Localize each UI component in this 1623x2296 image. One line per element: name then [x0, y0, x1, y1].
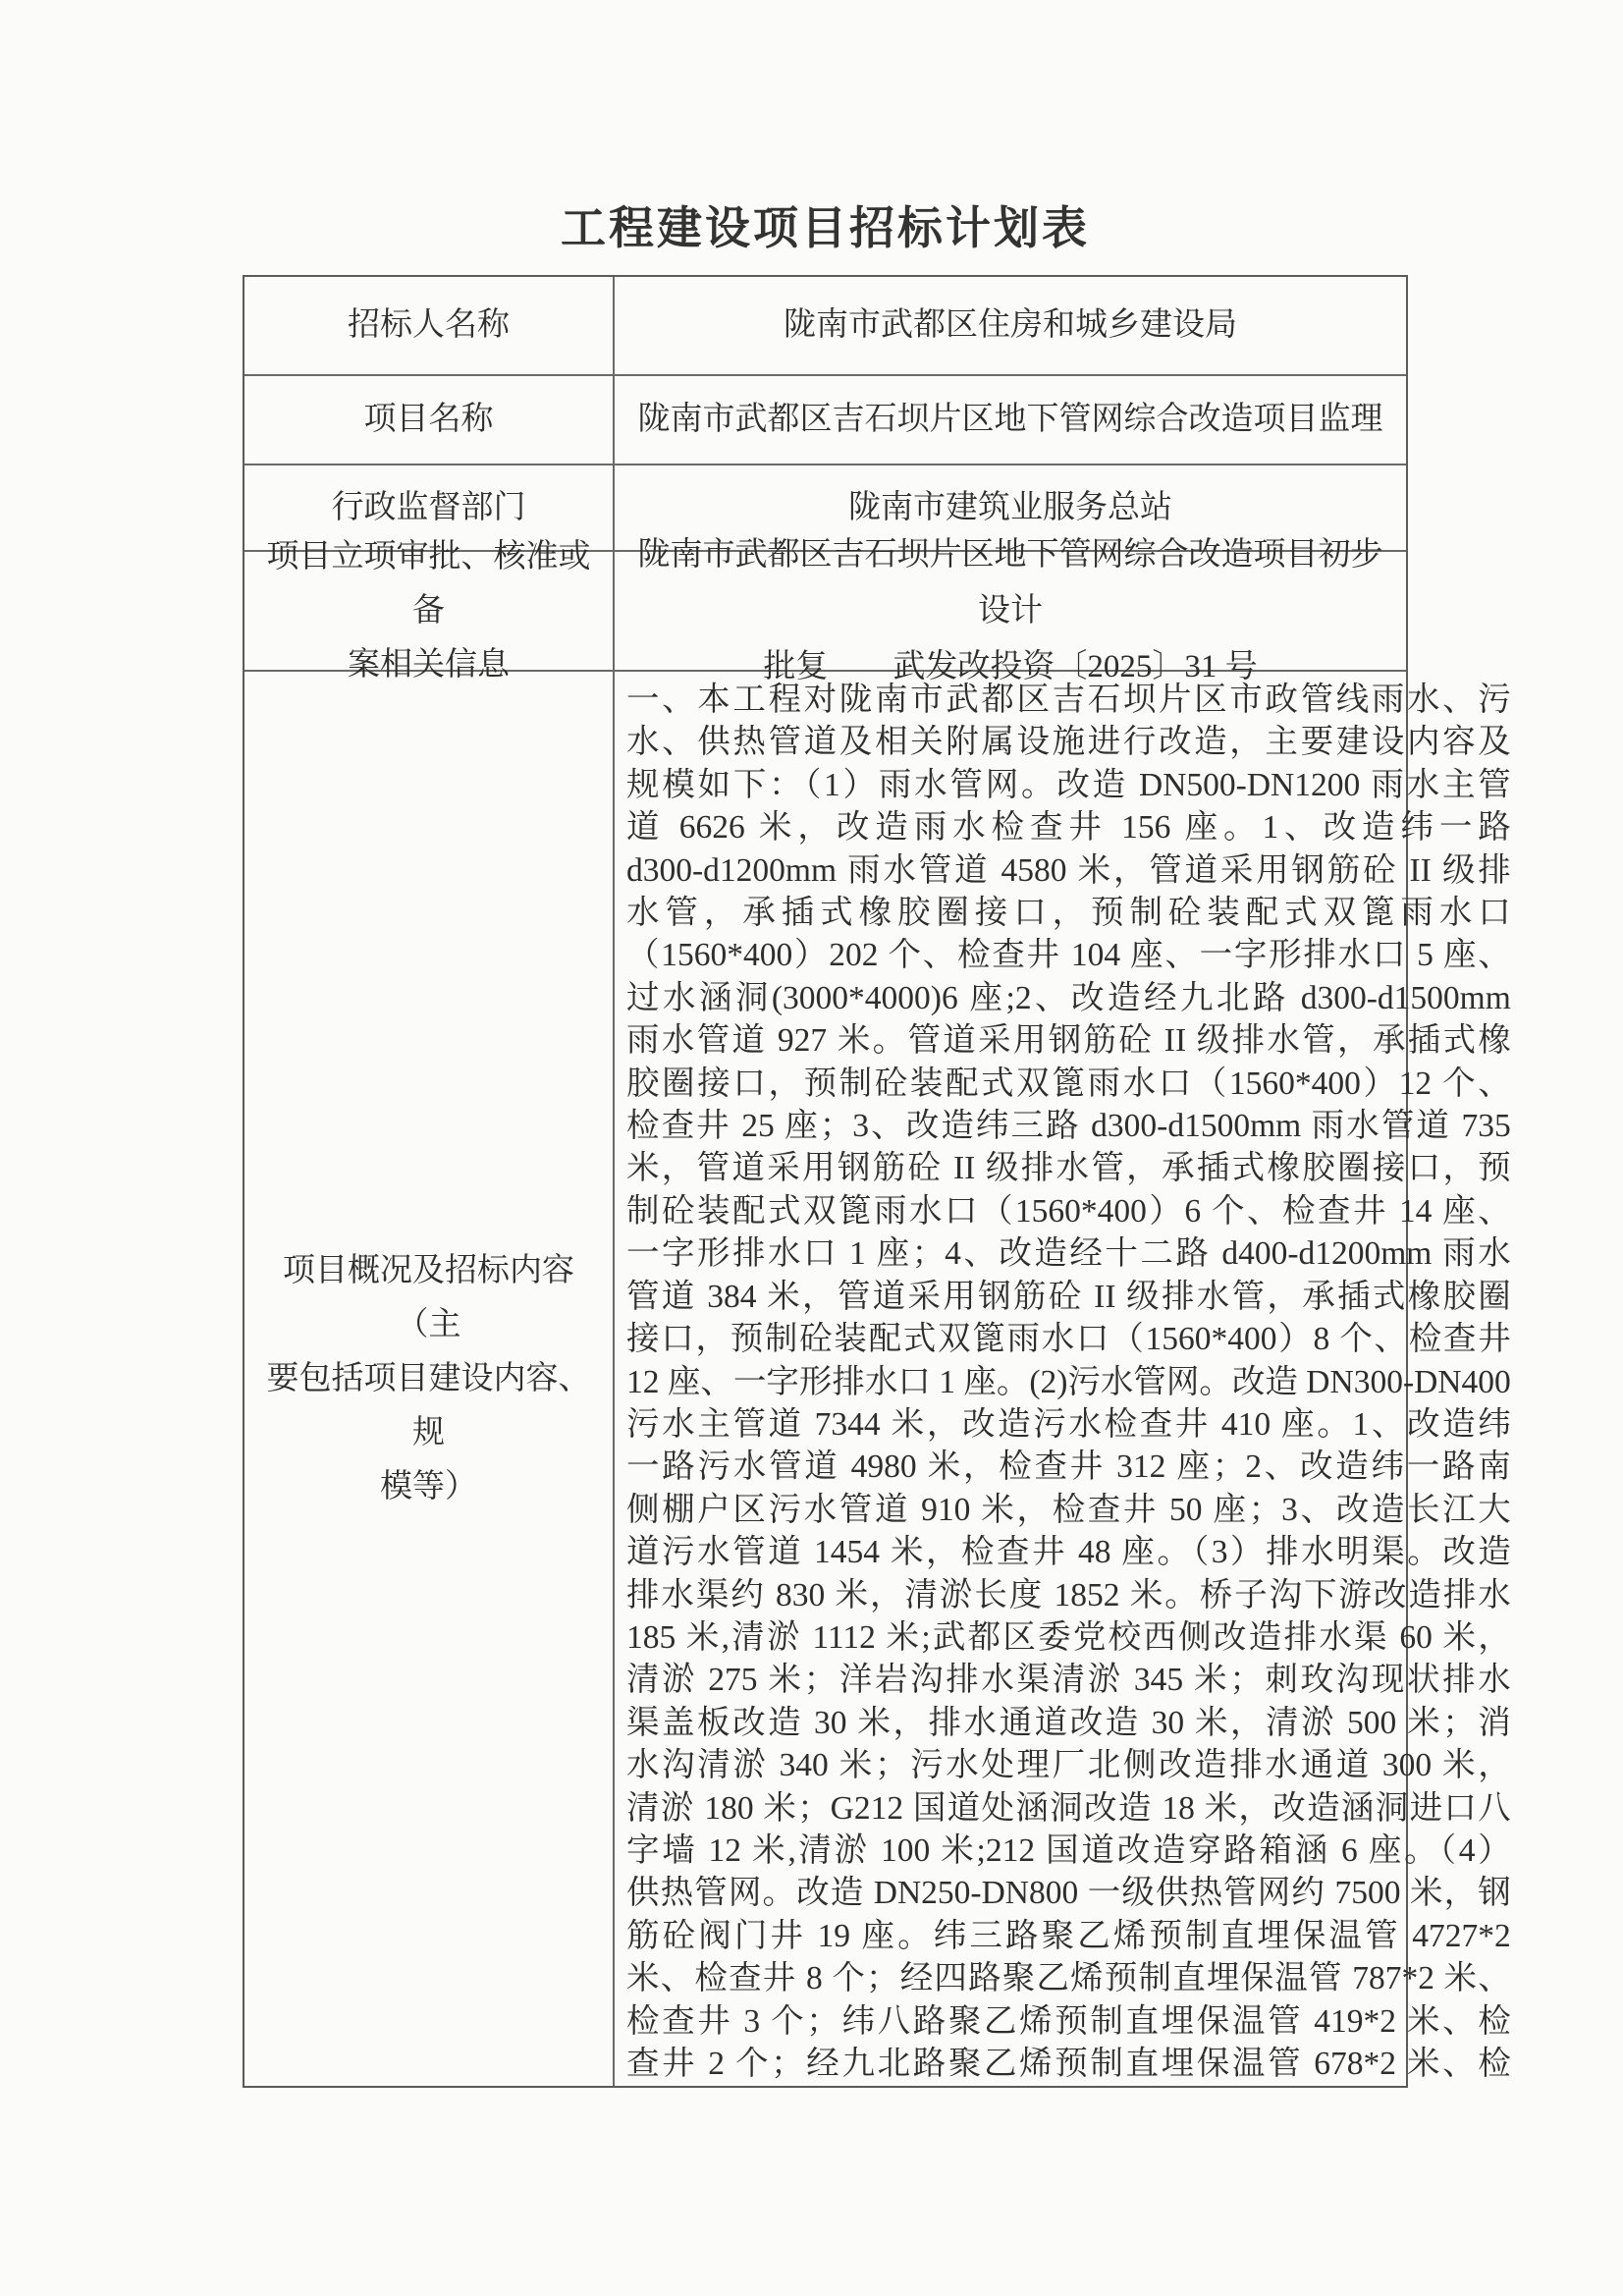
table-row-bidder-name [244, 277, 1406, 374]
project-overview-label [244, 672, 615, 2086]
document-title: 工程建设项目招标计划表 [561, 203, 1090, 253]
bidder-name-value: 陇南市武都区住房和城乡建设局 [784, 307, 1237, 343]
text-line: 米、检查井 8 个；经四路聚乙烯预制直埋保温管 787*2 米、 [626, 1960, 1511, 1997]
table-row-project-overview [244, 670, 1511, 2086]
text-line: 陇南市武都区吉石坝片区地下管网综合改造项目初步设计 [637, 536, 1383, 629]
text-line: 供热管网。改造 DN250-DN800 一级供热管网约 7500 米，钢 [626, 1875, 1511, 1912]
text-line: 水管，承插式橡胶圈接口，预制砼装配式双篦雨水口 [626, 895, 1511, 932]
text-line: 清淤 275 米；洋岩沟排水渠清淤 345 米；刺玫沟现状排水 [626, 1662, 1511, 1699]
project-name-value: 陇南市武都区吉石坝片区地下管网综合改造项目监理 [637, 402, 1383, 437]
bidder-name-label: 招标人名称 [244, 277, 615, 374]
text-line: 一、本工程对陇南市武都区吉石坝片区市政管线雨水、污 [626, 682, 1511, 718]
supervision-dept-value: 陇南市建筑业服务总站 [848, 489, 1172, 525]
text-line: 要包括项目建设内容、规 [266, 1360, 591, 1450]
text-line: 接口，预制砼装配式双篦雨水口（1560*400）8 个、检查井 [626, 1321, 1511, 1358]
text-line: 过水涵洞(3000*4000)6 座;2、改造经九北路 d300-d1500mm [626, 979, 1511, 1016]
text-line: 制砼装配式双篦雨水口（1560*400）6 个、检查井 14 座、 [626, 1192, 1511, 1230]
text-line: 雨水管道 927 米。管道采用钢筋砼 II 级排水管，承插式橡 [626, 1022, 1511, 1060]
project-overview-value [615, 672, 1526, 2086]
supervision-dept-label: 行政监督部门 [244, 465, 615, 550]
approval-info-label [244, 538, 615, 683]
text-line: 米，管道采用钢筋砼 II 级排水管，承插式橡胶圈接口，预 [626, 1150, 1511, 1187]
table-row-project-name [244, 374, 1406, 464]
text-line: 185 米,清淤 1112 米;武都区委党校西侧改造排水渠 60 米， [626, 1618, 1511, 1656]
text-line: 管道 384 米，管道采用钢筋砼 II 级排水管，承插式橡胶圈 [626, 1278, 1511, 1315]
text-line: 排水渠约 830 米，清淤长度 1852 米。桥子沟下游改造排水 [626, 1576, 1511, 1613]
text-line: （1560*400）202 个、检查井 104 座、一字形排水口 5 座、 [626, 937, 1511, 974]
text-line: 道 6626 米，改造雨水检查井 156 座。1、改造纬一路 [626, 809, 1511, 847]
project-name-label: 项目名称 [244, 376, 615, 464]
approval-info-value [615, 536, 1406, 684]
bidding-plan-table [243, 275, 1511, 2088]
text-line: 清淤 180 米；G212 国道处涵洞改造 18 米，改造涵洞进口八 [626, 1789, 1511, 1827]
text-line: 规模如下：（1）雨水管网。改造 DN500-DN1200 雨水主管 [626, 766, 1511, 803]
text-line: 水沟清淤 340 米；污水处理厂北侧改造排水通道 300 米， [626, 1747, 1511, 1784]
text-line: 侧棚户区污水管道 910 米，检查井 50 座；3、改造长江大 [626, 1491, 1511, 1528]
text-line: 12 座、一字形排水口 1 座。(2)污水管网。改造 DN300-DN400 [626, 1363, 1511, 1400]
text-line: 检查井 3 个；纬八路聚乙烯预制直埋保温管 419*2 米、检 [626, 2002, 1511, 2040]
text-line: 筋砼阀门井 19 座。纬三路聚乙烯预制直埋保温管 4727*2 [626, 1917, 1511, 1954]
text-line: 一字形排水口 1 座；4、改造经十二路 d400-d1200mm 雨水 [626, 1235, 1511, 1273]
text-line: 污水主管道 7344 米，改造污水检查井 410 座。1、改造纬 [626, 1405, 1511, 1443]
text-line: 一路污水管道 4980 米，检查井 312 座；2、改造纬一路南 [626, 1449, 1511, 1486]
text-line: 批复 武发改投资〔2025〕31 号 [763, 648, 1258, 684]
text-line: 水、供热管道及相关附属设施进行改造，主要建设内容及 [626, 724, 1511, 761]
text-line: 查井 2 个；经九北路聚乙烯预制直埋保温管 678*2 米、检 [626, 2046, 1511, 2082]
text-line: 项目概况及招标内容（主 [283, 1252, 574, 1342]
text-line: 检查井 25 座；3、改造纬三路 d300-d1500mm 雨水管道 735 [626, 1108, 1511, 1145]
text-line: 项目立项审批、核准或备 [266, 538, 591, 629]
text-line: 道污水管道 1454 米，检查井 48 座。（3）排水明渠。改造 [626, 1534, 1511, 1571]
table-row-approval-info [244, 536, 1406, 684]
text-line: 字墙 12 米,清淤 100 米;212 国道改造穿路箱涵 6 座。（4） [626, 1831, 1511, 1869]
text-line: 案相关信息 [348, 646, 510, 683]
text-line: 模等） [380, 1468, 477, 1504]
text-line: d300-d1200mm 雨水管道 4580 米，管道采用钢筋砼 II 级排 [626, 851, 1511, 889]
text-line: 渠盖板改造 30 米，排水通道改造 30 米，清淤 500 米；消 [626, 1704, 1511, 1741]
text-line: 胶圈接口，预制砼装配式双篦雨水口（1560*400）12 个、 [626, 1065, 1511, 1102]
